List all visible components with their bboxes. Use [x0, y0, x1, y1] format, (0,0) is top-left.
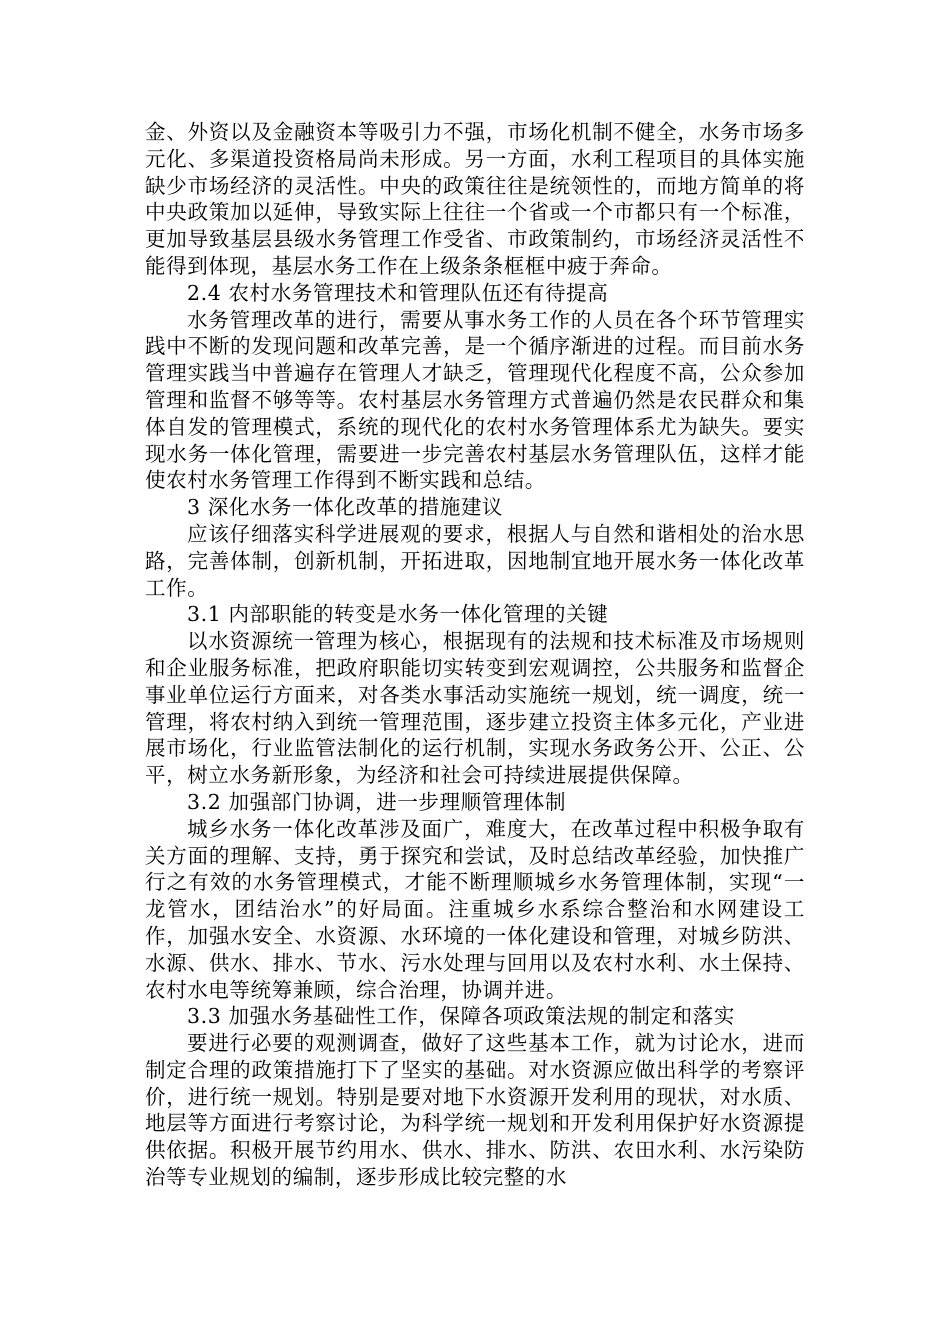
section-heading: 3.3 加强水务基础性工作，保障各项政策法规的制定和落实 [187, 1004, 735, 1029]
body-paragraph: 要进行必要的观测调查，做好了这些基本工作，就为讨论水，进而制定合理的政策措施打下了坚实的基础。对水资源应做出科学的考察评价，进行统一规划。特别是要对地下水资源开发利用的现状，对水质、地层等方面进行考察讨论，为科学统一规划和开发利用保护好水资源提供依据。积极开展节约用水、供水、排水、防洪、农田水利、水污染防治等专业规划的编制，逐步形成比较完整的水 [145, 1031, 805, 1190]
body-paragraph: 金、外资以及金融资本等吸引力不强，市场化机制不健全，水务市场多元化、多渠道投资格局尚未形成。另一方面，水利工程项目的具体实施缺少市场经济的灵活性。中央的政策往往是统领性的，而地方简单的将中央政策加以延伸，导致实际上往往一个省或一个市都只有一个标准，更加导致基层县级水务管理工作受省、市政策制约，市场经济灵活性不能得到体现，基层水务工作在上级条条框框中疲于奔命。 [145, 120, 805, 278]
body-paragraph: 城乡水务一体化改革涉及面广，难度大，在改革过程中积极争取有关方面的理解、支持，勇于探究和尝试，及时总结改革经验，加快推广行之有效的水务管理模式，才能不断理顺城乡水务管理体制，实现“一龙管水，团结治水”的好局面。注重城乡水系综合整治和水网建设工作，加强水安全、水资源、水环境的一体化建设和管理，对城乡防洪、水源、供水、排水、节水、污水处理与回用以及农村水利、水土保持、农村水电等统筹兼顾，综合治理，协调并进。 [145, 816, 805, 1002]
section-heading: 3.1 内部职能的转变是水务一体化管理的关键 [187, 602, 609, 627]
document-page [145, 119, 805, 1191]
body-paragraph: 水务管理改革的进行，需要从事水务工作的人员在各个环节管理实践中不断的发现问题和改革完善，是一个循序渐进的过程。而目前水务管理实践当中普遍存在管理人才缺乏，管理现代化程度不高，公众参加管理和监督不够等等。农村基层水务管理方式普遍仍然是农民群众和集体自发的管理模式，系统的现代化的农村水务管理体系尤为缺失。要实现水务一体化管理，需要进一步完善农村基层水务管理队伍，这样才能使农村水务管理工作得到不断实践和总结。 [145, 307, 805, 493]
body-paragraph: 以水资源统一管理为核心，根据现有的法规和技术标准及市场规则和企业服务标准，把政府职能切实转变到宏观调控，公共服务和监督企事业单位运行方面来，对各类水事活动实施统一规划，统一调度，统一管理，将农村纳入到统一管理范围，逐步建立投资主体多元化，产业进展市场化，行业监管法制化的运行机制，实现水务政务公开、公正、公平，树立水务新形象，为经济和社会可持续进展提供保障。 [145, 629, 805, 788]
section-heading: 3.2 加强部门协调，进一步理顺管理体制 [187, 789, 567, 814]
section-heading: 3 深化水务一体化改革的措施建议 [187, 495, 504, 520]
section-heading: 2.4 农村水务管理技术和管理队伍还有待提高 [187, 280, 609, 305]
body-paragraph: 应该仔细落实科学进展观的要求，根据人与自然和谐相处的治水思路，完善体制，创新机制，开拓进取，因地制宜地开展水务一体化改革工作。 [145, 521, 805, 600]
